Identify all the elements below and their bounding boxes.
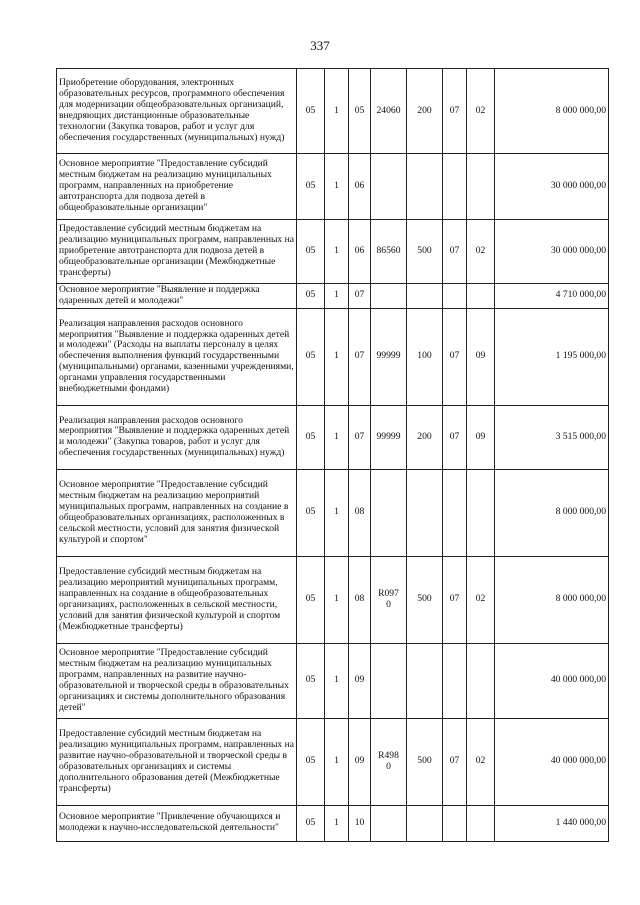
- direction-code: 99999: [371, 405, 407, 469]
- table-row: [57, 805, 609, 841]
- amount: 8 000 000,00: [495, 469, 609, 556]
- chapter: [443, 805, 467, 841]
- amount: 30 000 000,00: [495, 220, 609, 284]
- section-code: 05: [297, 805, 325, 841]
- event-code: 10: [349, 805, 371, 841]
- direction-code: [371, 643, 407, 718]
- event-code: 05: [349, 69, 371, 154]
- direction-code: [371, 284, 407, 309]
- section-code: 05: [297, 69, 325, 154]
- event-code: 08: [349, 556, 371, 643]
- chapter: 07: [443, 405, 467, 469]
- event-code: 07: [349, 308, 371, 405]
- chapter: [443, 154, 467, 220]
- expense-type: 500: [407, 220, 443, 284]
- row-name: Основное мероприятие "Привлечение обучающихся и молодежи к научно-исследовательской деятельности": [57, 805, 297, 841]
- table-row: [57, 718, 609, 805]
- section-code: 05: [297, 469, 325, 556]
- subprogram-code: 1: [325, 69, 349, 154]
- event-code: 06: [349, 220, 371, 284]
- expense-type: [407, 284, 443, 309]
- row-name: Основное мероприятие "Предоставление субсидий местным бюджетам на реализацию муниципальных программ, направленных на приобретение автотранспорта для подвоза детей в общеобразовательные организации": [57, 154, 297, 220]
- row-name: Реализация направления расходов основного мероприятия "Выявление и поддержка одаренных детей и молодежи" (Закупка товаров, работ и услуг для обеспечения государственных (муниципальных) нужд): [57, 405, 297, 469]
- amount: 30 000 000,00: [495, 154, 609, 220]
- chapter: 07: [443, 556, 467, 643]
- subsection: [467, 643, 495, 718]
- chapter: [443, 469, 467, 556]
- subprogram-code: 1: [325, 220, 349, 284]
- subprogram-code: 1: [325, 718, 349, 805]
- table-row: [57, 69, 609, 154]
- chapter: 07: [443, 220, 467, 284]
- chapter: 07: [443, 308, 467, 405]
- subsection: 09: [467, 405, 495, 469]
- amount: 40 000 000,00: [495, 718, 609, 805]
- expense-type: [407, 469, 443, 556]
- subprogram-code: 1: [325, 405, 349, 469]
- budget-rows: [57, 69, 609, 842]
- direction-code: 99999: [371, 308, 407, 405]
- event-code: 09: [349, 718, 371, 805]
- row-name: Реализация направления расходов основного мероприятия "Выявление и поддержка одаренных детей и молодежи" (Расходы на выплаты персоналу в целях обеспечения выполнения функций государственными (муниципальными) органами, казенными учреждениями, органами управления государственными внебюджетными фондами): [57, 308, 297, 405]
- expense-type: 200: [407, 69, 443, 154]
- subprogram-code: 1: [325, 469, 349, 556]
- row-name: Основное мероприятие "Предоставление субсидий местным бюджетам на реализацию муниципальных программ, направленных на развитие научно-образовательной и творческой среды в образовательных организациях и системы дополнительного образования детей": [57, 643, 297, 718]
- table-row: [57, 284, 609, 309]
- table-row: [57, 308, 609, 405]
- row-name: Предоставление субсидий местным бюджетам на реализацию муниципальных программ, направленных на развитие научно-образовательной и творческой среды в образовательных организациях и системы дополнительного образования детей (Межбюджетные трансферты): [57, 718, 297, 805]
- subsection: 09: [467, 308, 495, 405]
- row-name: Приобретение оборудования, электронных образовательных ресурсов, программного обеспечения для модернизации общеобразовательных организаций, внедряющих дистанционные образовательные технологии (Закупка товаров, работ и услуг для обеспечения государственных (муниципальных) нужд): [57, 69, 297, 154]
- section-code: 05: [297, 220, 325, 284]
- section-code: 05: [297, 154, 325, 220]
- section-code: 05: [297, 643, 325, 718]
- event-code: 07: [349, 284, 371, 309]
- section-code: 05: [297, 556, 325, 643]
- expense-type: 500: [407, 556, 443, 643]
- section-code: 05: [297, 405, 325, 469]
- expense-type: [407, 643, 443, 718]
- subprogram-code: 1: [325, 805, 349, 841]
- table-row: [57, 220, 609, 284]
- event-code: 06: [349, 154, 371, 220]
- direction-code: [371, 805, 407, 841]
- subprogram-code: 1: [325, 284, 349, 309]
- table-row: [57, 556, 609, 643]
- event-code: 07: [349, 405, 371, 469]
- row-name: Предоставление субсидий местным бюджетам на реализацию мероприятий муниципальных программ, направленных на создание в общеобразовательных организациях, расположенных в сельской местности, условий для занятия физической культурой и спортом (Межбюджетные трансферты): [57, 556, 297, 643]
- subprogram-code: 1: [325, 643, 349, 718]
- chapter: [443, 284, 467, 309]
- direction-code: R097 0: [371, 556, 407, 643]
- section-code: 05: [297, 718, 325, 805]
- row-name: Основное мероприятие "Предоставление субсидий местным бюджетам на реализацию мероприятий муниципальных программ, направленных на создание в общеобразовательных организациях, расположенных в сельской местности, условий для занятия физической культурой и спортом": [57, 469, 297, 556]
- table-row: [57, 154, 609, 220]
- table-row: [57, 405, 609, 469]
- amount: 8 000 000,00: [495, 69, 609, 154]
- expense-type: [407, 805, 443, 841]
- subsection: [467, 154, 495, 220]
- amount: 4 710 000,00: [495, 284, 609, 309]
- chapter: 07: [443, 718, 467, 805]
- expense-type: 200: [407, 405, 443, 469]
- direction-code: [371, 154, 407, 220]
- amount: 8 000 000,00: [495, 556, 609, 643]
- subsection: [467, 805, 495, 841]
- table-row: [57, 643, 609, 718]
- section-code: 05: [297, 284, 325, 309]
- direction-code: 86560: [371, 220, 407, 284]
- subsection: 02: [467, 220, 495, 284]
- budget-table: [56, 68, 609, 842]
- subsection: 02: [467, 718, 495, 805]
- row-name: Предоставление субсидий местным бюджетам на реализацию муниципальных программ, направленных на приобретение автотранспорта для подвоза детей в общеобразовательные организации (Межбюджетные трансферты): [57, 220, 297, 284]
- amount: 1 440 000,00: [495, 805, 609, 841]
- page-number: 337: [310, 38, 330, 53]
- subsection: [467, 469, 495, 556]
- section-code: 05: [297, 308, 325, 405]
- expense-type: 100: [407, 308, 443, 405]
- row-name: Основное мероприятие "Выявление и поддержка одаренных детей и молодежи": [57, 284, 297, 309]
- amount: 3 515 000,00: [495, 405, 609, 469]
- chapter: 07: [443, 69, 467, 154]
- direction-code: 24060: [371, 69, 407, 154]
- amount: 40 000 000,00: [495, 643, 609, 718]
- amount: 1 195 000,00: [495, 308, 609, 405]
- subsection: [467, 284, 495, 309]
- event-code: 08: [349, 469, 371, 556]
- direction-code: [371, 469, 407, 556]
- expense-type: 500: [407, 718, 443, 805]
- event-code: 09: [349, 643, 371, 718]
- direction-code: R498 0: [371, 718, 407, 805]
- expense-type: [407, 154, 443, 220]
- table-row: [57, 469, 609, 556]
- chapter: [443, 643, 467, 718]
- subsection: 02: [467, 556, 495, 643]
- subprogram-code: 1: [325, 154, 349, 220]
- subsection: 02: [467, 69, 495, 154]
- subprogram-code: 1: [325, 308, 349, 405]
- subprogram-code: 1: [325, 556, 349, 643]
